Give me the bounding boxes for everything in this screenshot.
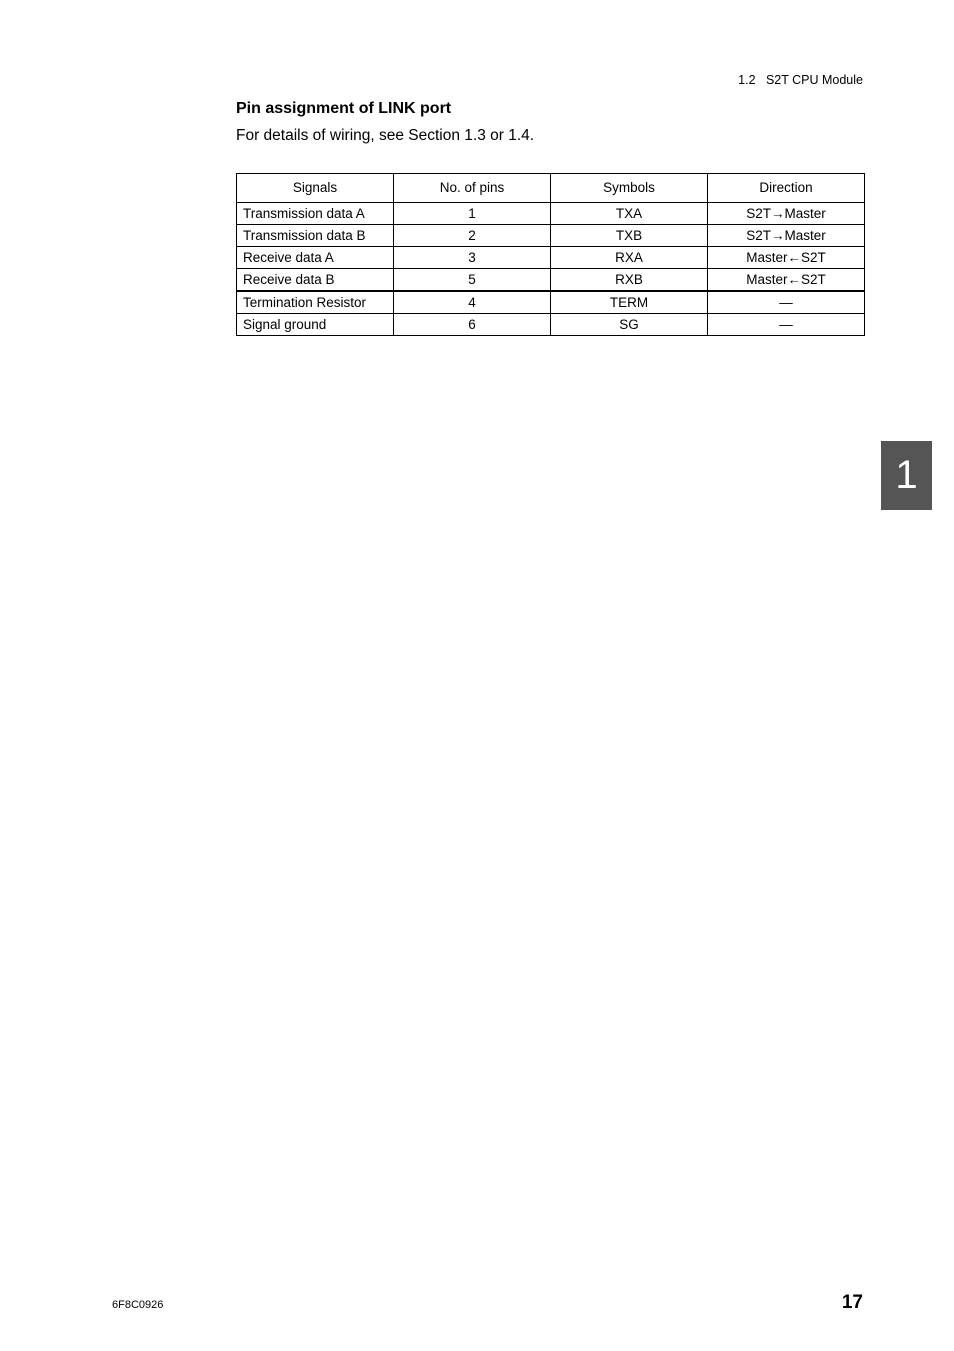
column-header-signals: Signals	[237, 174, 394, 203]
table-header-row	[237, 174, 865, 203]
pin-assignment-table	[236, 173, 865, 336]
chapter-tab: 1	[881, 441, 932, 510]
symbol-cell: RXA	[551, 247, 708, 269]
direction-cell: Master←S2T	[708, 269, 865, 292]
signal-cell: Receive data B	[237, 269, 394, 292]
signal-cell: Termination Resistor	[237, 291, 394, 314]
pin-cell: 1	[394, 203, 551, 225]
signal-cell: Transmission data B	[237, 225, 394, 247]
direction-cell: S2T→Master	[708, 203, 865, 225]
symbol-cell: TXA	[551, 203, 708, 225]
table-row	[237, 247, 865, 269]
section-title: Pin assignment of LINK port	[236, 100, 452, 117]
signal-cell: Signal ground	[237, 314, 394, 336]
signal-cell: Receive data A	[237, 247, 394, 269]
table-row	[237, 225, 865, 247]
symbol-cell: TXB	[551, 225, 708, 247]
direction-cell: —	[708, 291, 865, 314]
symbol-cell: SG	[551, 314, 708, 336]
pin-cell: 2	[394, 225, 551, 247]
direction-cell: —	[708, 314, 865, 336]
column-header-pins: No. of pins	[394, 174, 551, 203]
table-row	[237, 203, 865, 225]
pin-cell: 5	[394, 269, 551, 292]
symbol-cell: RXB	[551, 269, 708, 292]
intro-text: For details of wiring, see Section 1.3 or 1.4.	[236, 127, 535, 144]
table-row	[237, 314, 865, 336]
column-header-direction: Direction	[708, 174, 865, 203]
direction-cell: Master←S2T	[708, 247, 865, 269]
column-header-symbols: Symbols	[551, 174, 708, 203]
running-header: 1.2 S2T CPU Module	[738, 73, 863, 87]
pin-cell: 4	[394, 291, 551, 314]
pin-cell: 6	[394, 314, 551, 336]
page-number: 17	[841, 1292, 863, 1313]
direction-cell: S2T→Master	[708, 225, 865, 247]
table-row	[237, 269, 865, 292]
document-code: 6F8C0926	[112, 1299, 164, 1311]
symbol-cell: TERM	[551, 291, 708, 314]
signal-cell: Transmission data A	[237, 203, 394, 225]
pin-cell: 3	[394, 247, 551, 269]
table-row	[237, 291, 865, 314]
